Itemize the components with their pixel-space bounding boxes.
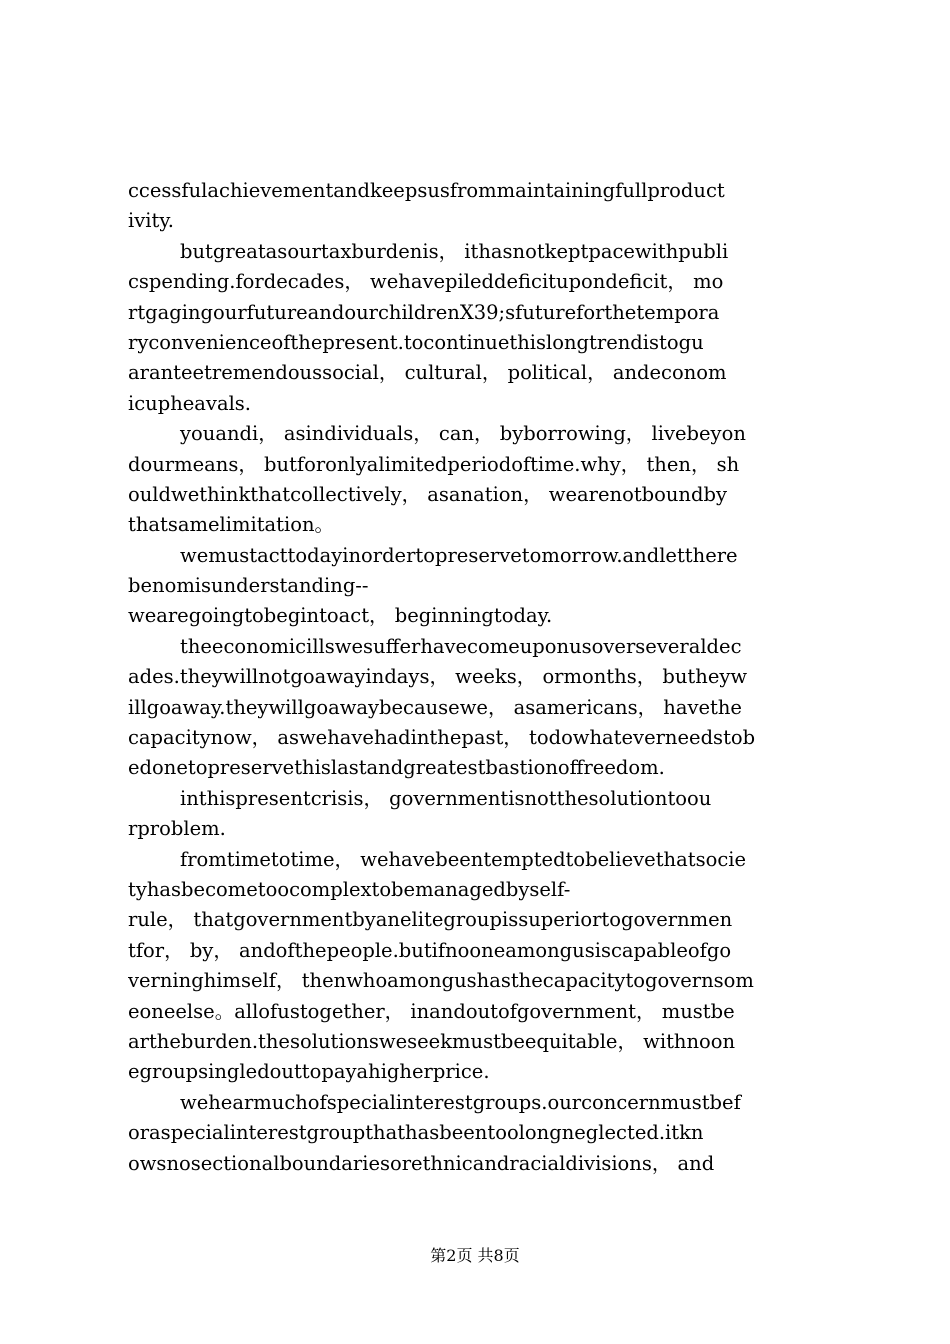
text-line: capacitynow， aswehavehadinthepast， todowhateverneedstob — [128, 726, 756, 750]
text-line: owsnosectionalboundariesorethnicandracialdivisions， and — [128, 1151, 715, 1175]
text-line: rtgagingourfutureandourchildrenX39;sfutureforthetempora — [128, 300, 720, 324]
text-line: wemustacttodayinordertopreservetomorrow.andletthere — [180, 543, 738, 567]
text-line: wehearmuchofspecialinterestgroups.ourconcernmustbef — [180, 1090, 741, 1114]
text-line: youandi， asindividuals， can， byborrowing， livebeyon — [180, 422, 746, 446]
text-line: icupheavals. — [128, 391, 252, 415]
text-line: rproblem. — [128, 817, 226, 841]
text-line: ouldwethinkthatcollectively， asanation， wearenotboundby — [128, 482, 727, 506]
text-line: egroupsingledouttopayahigherprice. — [128, 1060, 490, 1084]
text-line: thatsamelimitation。 — [128, 513, 335, 537]
text-line: ades.theywillnotgoawayindays， weeks， ormonths， butheyw — [128, 665, 748, 689]
text-line: fromtimetotime， wehavebeentemptedtobelievethatsocie — [180, 847, 747, 871]
body-text — [128, 176, 840, 1179]
page-number-footer: 第2页 共8页 — [430, 1246, 520, 1265]
text-line: oraspecialinterestgroupthathasbeentoolongneglected.itkn — [128, 1121, 704, 1145]
text-line: rule， thatgovernmentbyanelitegroupissuperiortogovernmen — [128, 908, 733, 932]
text-line: theeconomicillswesufferhavecomeuponusoverseveraldec — [180, 634, 742, 658]
text-line: inthispresentcrisis， governmentisnotthesolutiontoou — [180, 786, 712, 810]
text-line: ryconvenienceofthepresent.tocontinuethislongtrendistogu — [128, 330, 704, 354]
text-line: artheburden.thesolutionsweseekmustbeequitable， withnoon — [128, 1029, 736, 1053]
text-line: tyhasbecometoocomplextobemanagedbyself- — [128, 877, 571, 901]
text-line: tfor， by， andofthepeople.butifnooneamongusiscapableofgo — [128, 938, 732, 962]
text-line: verninghimself， thenwhoamongushasthecapacitytogovernsom — [128, 969, 754, 993]
text-line: eoneelse。allofustogether， inandoutofgovernment， mustbe — [128, 999, 735, 1023]
text-line: butgreatasourtaxburdenis， ithasnotkeptpacewithpubli — [180, 239, 729, 263]
text-line: ccessfulachievementandkeepsusfrommaintainingfullproduct — [128, 179, 725, 202]
text-line: edonetopreservethislastandgreatestbastionoffreedom. — [128, 756, 665, 780]
text-line: cspending.fordecades， wehavepileddeficitupondeficit， mo — [128, 270, 724, 294]
text-line: illgoaway.theywillgoawaybecausewe， asamericans， havethe — [128, 695, 742, 719]
text-line: wearegoingtobegintoact， beginningtoday. — [128, 604, 553, 628]
text-line: ivity. — [128, 209, 174, 233]
text-line: benomisunderstanding-- — [128, 574, 369, 598]
text-line: aranteetremendoussocial， cultural， political， andeconom — [128, 361, 727, 385]
text-line: dourmeans， butforonlyalimitedperiodoftime.why， then， sh — [128, 452, 740, 476]
